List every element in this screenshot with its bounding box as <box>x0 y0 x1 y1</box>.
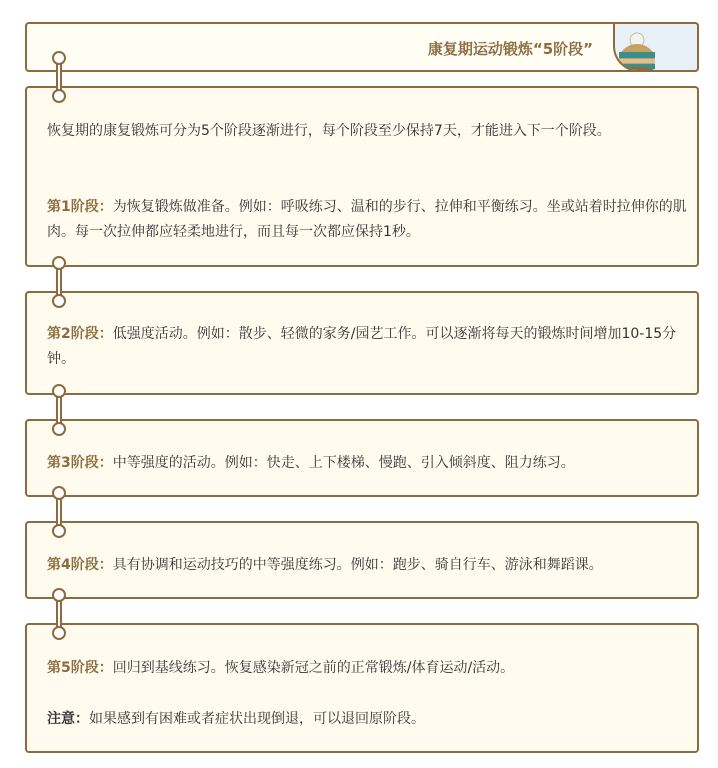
stage-1-paragraph <box>47 195 687 245</box>
stage-1-label: 第1阶段： <box>47 199 113 215</box>
header-card <box>25 22 699 72</box>
card-stage-4 <box>25 521 699 599</box>
note-paragraph <box>47 707 687 732</box>
card-stage-3 <box>25 419 699 497</box>
stage-2-text: 低强度活动。例如：散步、轻微的家务/园艺工作。可以逐渐将每天的锻炼时间增加10-15分钟。 <box>47 326 677 367</box>
stage-1-text: 为恢复锻炼做准备。例如：呼吸练习、温和的步行、拉伸和平衡练习。坐或站着时拉伸你的肌肉。每一次拉伸都应轻柔地进行，而且每一次都应保持1秒。 <box>47 199 687 240</box>
stage-2-label: 第2阶段： <box>47 326 113 342</box>
card-stage-1 <box>25 86 699 267</box>
stage-4-paragraph <box>47 553 687 578</box>
stage-5-label: 第5阶段： <box>47 660 113 676</box>
stage-4-text: 具有协调和运动技巧的中等强度练习。例如：跑步、骑自行车、游泳和舞蹈课。 <box>112 557 603 573</box>
stage-2-paragraph <box>47 322 687 372</box>
stage-3-text: 中等强度的活动。例如：快走、上下楼梯、慢跑、引入倾斜度、阻力练习。 <box>112 455 575 471</box>
stage-5-paragraph <box>47 656 687 681</box>
stage-4-label: 第4阶段： <box>47 557 113 573</box>
stage-5-text: 回归到基线练习。恢复感染新冠之前的正常锻炼/体育运动/活动。 <box>112 660 515 676</box>
header-badge <box>613 22 699 72</box>
beanie-hat-icon <box>615 24 699 72</box>
card-stage-2 <box>25 291 699 395</box>
stage-3-label: 第3阶段： <box>47 455 113 471</box>
page-title: 康复期运动锻炼“5阶段” <box>427 40 593 58</box>
card-stage-5 <box>25 623 699 753</box>
intro-text: 恢复期的康复锻炼可分为5个阶段逐渐进行，每个阶段至少保持7天，才能进入下一个阶段。 <box>47 123 611 139</box>
note-label: 注意： <box>47 711 89 727</box>
note-text: 如果感到有困难或者症状出现倒退，可以退回原阶段。 <box>89 711 425 727</box>
stage-3-paragraph <box>47 451 687 476</box>
